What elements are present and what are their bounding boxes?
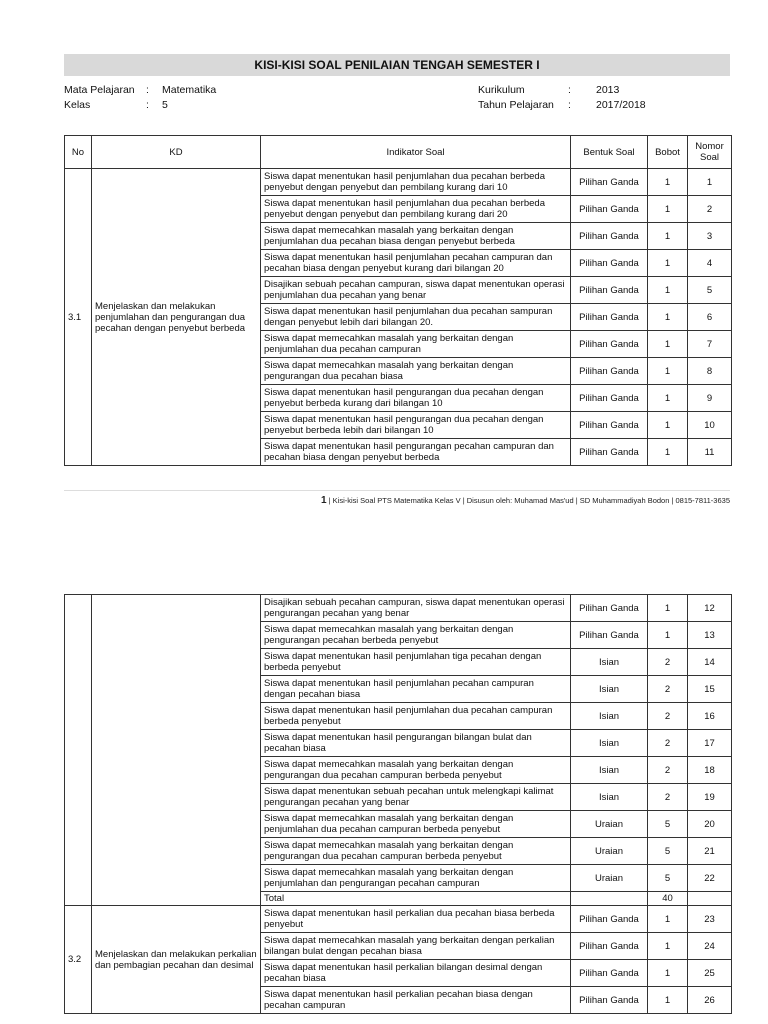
bentuk-cell: Pilihan Ganda [571,622,648,649]
kd-number-continued [65,595,92,906]
bobot-cell: 1 [648,906,688,933]
bobot-cell: 2 [648,676,688,703]
bobot-cell: 2 [648,784,688,811]
indikator-cell: Siswa dapat memecahkan masalah yang berkaitan dengan pengurangan pecahan berbeda penyebut [261,622,571,649]
bentuk-cell: Pilihan Ganda [571,331,648,358]
bentuk-cell: Pilihan Ganda [571,906,648,933]
bentuk-cell: Pilihan Ganda [571,250,648,277]
bobot-cell: 2 [648,757,688,784]
bobot-cell: 2 [648,703,688,730]
bentuk-cell: Pilihan Ganda [571,595,648,622]
bobot-cell: 1 [648,223,688,250]
bentuk-cell: Uraian [571,811,648,838]
indikator-cell: Siswa dapat memecahkan masalah yang berkaitan dengan pengurangan dua pecahan biasa [261,358,571,385]
bentuk-cell: Isian [571,784,648,811]
bobot-cell: 1 [648,331,688,358]
indikator-cell: Siswa dapat menentukan hasil penjumlahan pecahan campuran dengan pecahan biasa [261,676,571,703]
bentuk-cell: Isian [571,703,648,730]
colon: : [568,99,571,111]
grid-table-page-2 [64,594,732,1014]
bentuk-cell: Isian [571,730,648,757]
subject-info [64,83,216,113]
year-value: 2017/2018 [596,99,646,111]
bobot-cell: 1 [648,412,688,439]
indikator-cell: Siswa dapat menentukan hasil penjumlahan pecahan campuran dan pecahan biasa dengan penyebut kurang dari bilangan 20 [261,250,571,277]
indikator-cell: Disajikan sebuah pecahan campuran, siswa dapat menentukan operasi penjumlahan dua pecahan yang benar [261,277,571,304]
total-value: 40 [648,892,688,906]
nomor-cell: 22 [688,865,732,892]
col-bobot: Bobot [648,136,688,169]
nomor-cell: 23 [688,906,732,933]
bentuk-cell: Pilihan Ganda [571,304,648,331]
total-label: Total [261,892,571,906]
footer-text: | Kisi-kisi Soal PTS Matematika Kelas V | Disusun oleh: Muhamad Mas'ud | SD Muhammadiyah Bodon | 0815-7811-3635 [328,496,730,505]
nomor-cell: 24 [688,933,732,960]
kd-number: 3.1 [65,169,92,466]
indikator-cell: Siswa dapat memecahkan masalah yang berkaitan dengan penjumlahan dua pecahan biasa dengan penyebut berbeda [261,223,571,250]
indikator-cell: Siswa dapat menentukan hasil perkalian bilangan desimal dengan pecahan biasa [261,960,571,987]
class-label: Kelas [64,99,91,111]
bentuk-cell: Uraian [571,865,648,892]
bobot-cell: 1 [648,960,688,987]
indikator-cell: Siswa dapat menentukan hasil pengurangan pecahan campuran dan pecahan biasa dengan penyebut berbeda [261,439,571,466]
bobot-cell: 1 [648,358,688,385]
kd-description: Menjelaskan dan melakukan perkalian dan pembagian pecahan dan desimal [92,906,261,1014]
bentuk-cell: Pilihan Ganda [571,439,648,466]
bobot-cell: 2 [648,649,688,676]
bobot-cell: 5 [648,838,688,865]
subject-value: Matematika [162,84,217,96]
nomor-cell: 6 [688,304,732,331]
curriculum-value: 2013 [596,84,620,96]
nomor-cell: 14 [688,649,732,676]
class-value: 5 [162,99,168,111]
bentuk-cell: Isian [571,676,648,703]
indikator-cell: Siswa dapat menentukan hasil penjumlahan tiga pecahan dengan berbeda penyebut [261,649,571,676]
indikator-cell: Siswa dapat menentukan hasil pengurangan bilangan bulat dan pecahan biasa [261,730,571,757]
col-bentuk: Bentuk Soal [571,136,648,169]
bobot-cell: 5 [648,811,688,838]
bentuk-cell: Isian [571,649,648,676]
col-no: No [65,136,92,169]
bobot-cell: 1 [648,304,688,331]
colon: : [568,84,571,96]
nomor-cell: 2 [688,196,732,223]
bentuk-cell: Pilihan Ganda [571,987,648,1014]
nomor-cell: 7 [688,331,732,358]
page-number: 1 [320,495,327,506]
indikator-cell: Siswa dapat memecahkan masalah yang berkaitan dengan penjumlahan dua pecahan campuran [261,331,571,358]
nomor-cell: 20 [688,811,732,838]
bobot-cell: 1 [648,169,688,196]
bobot-cell: 2 [648,730,688,757]
bobot-cell: 1 [648,250,688,277]
curriculum-info [478,83,646,113]
nomor-cell: 18 [688,757,732,784]
indikator-cell: Siswa dapat menentukan hasil perkalian dua pecahan biasa berbeda penyebut [261,906,571,933]
bentuk-cell: Pilihan Ganda [571,933,648,960]
indikator-cell: Siswa dapat memecahkan masalah yang berkaitan dengan perkalian bilangan bulat dengan pecahan biasa [261,933,571,960]
nomor-cell: 13 [688,622,732,649]
nomor-cell: 21 [688,838,732,865]
document-title: KISI-KISI SOAL PENILAIAN TENGAH SEMESTER I [64,54,730,76]
bentuk-cell: Pilihan Ganda [571,223,648,250]
bentuk-cell: Uraian [571,838,648,865]
indikator-cell: Siswa dapat memecahkan masalah yang berkaitan dengan pengurangan dua pecahan campuran berbeda penyebut [261,838,571,865]
indikator-cell: Siswa dapat menentukan hasil penjumlahan dua pecahan berbeda penyebut dengan penyebut dan pembilang kurang dari 20 [261,196,571,223]
col-kd: KD [92,136,261,169]
kd-description-continued [92,595,261,906]
indikator-cell: Siswa dapat memecahkan masalah yang berkaitan dengan penjumlahan dan pengurangan pecahan campuran [261,865,571,892]
nomor-cell: 19 [688,784,732,811]
page-footer [321,495,730,506]
indikator-cell: Siswa dapat menentukan hasil penjumlahan dua pecahan berbeda penyebut dengan penyebut dan pembilang kurang dari 10 [261,169,571,196]
bobot-cell: 1 [648,385,688,412]
nomor-cell: 11 [688,439,732,466]
bentuk-cell: Pilihan Ganda [571,277,648,304]
bentuk-cell: Pilihan Ganda [571,196,648,223]
bobot-cell: 1 [648,987,688,1014]
indikator-cell: Siswa dapat menentukan hasil penjumlahan dua pecahan sampuran dengan penyebut lebih dari bilangan 20. [261,304,571,331]
bentuk-cell: Pilihan Ganda [571,412,648,439]
bentuk-cell: Pilihan Ganda [571,385,648,412]
total-empty [571,892,648,906]
indikator-cell: Siswa dapat memecahkan masalah yang berkaitan dengan penjumlahan dua pecahan campuran berbeda penyebut [261,811,571,838]
bentuk-cell: Pilihan Ganda [571,960,648,987]
nomor-cell: 9 [688,385,732,412]
grid-table-page-1 [64,135,732,466]
colon: : [146,84,149,96]
indikator-cell: Siswa dapat menentukan sebuah pecahan untuk melengkapi kalimat pengurangan pecahan yang benar [261,784,571,811]
bobot-cell: 1 [648,622,688,649]
bobot-cell: 1 [648,196,688,223]
kd-description: Menjelaskan dan melakukan penjumlahan dan pengurangan dua pecahan dengan penyebut berbeda [92,169,261,466]
indikator-cell: Siswa dapat menentukan hasil penjumlahan dua pecahan campuran berbeda penyebut [261,703,571,730]
colon: : [146,99,149,111]
nomor-cell: 16 [688,703,732,730]
nomor-cell: 4 [688,250,732,277]
indikator-cell: Siswa dapat menentukan hasil pengurangan dua pecahan dengan penyebut berbeda lebih dari bilangan 10 [261,412,571,439]
nomor-cell: 8 [688,358,732,385]
kd-number: 3.2 [65,906,92,1014]
bobot-cell: 1 [648,595,688,622]
bentuk-cell: Pilihan Ganda [571,358,648,385]
indikator-cell: Disajikan sebuah pecahan campuran, siswa dapat menentukan operasi pengurangan pecahan yang benar [261,595,571,622]
nomor-cell: 26 [688,987,732,1014]
bobot-cell: 1 [648,933,688,960]
bobot-cell: 5 [648,865,688,892]
nomor-cell: 17 [688,730,732,757]
col-indikator: Indikator Soal [261,136,571,169]
table-row [65,595,732,622]
indikator-cell: Siswa dapat menentukan hasil pengurangan dua pecahan dengan penyebut berbeda kurang dari bilangan 10 [261,385,571,412]
nomor-cell: 10 [688,412,732,439]
nomor-cell: 12 [688,595,732,622]
nomor-cell: 15 [688,676,732,703]
curriculum-label: Kurikulum [478,84,525,96]
table-header-row [65,136,732,169]
footer-divider [64,490,730,491]
total-empty [688,892,732,906]
indikator-cell: Siswa dapat memecahkan masalah yang berkaitan dengan pengurangan dua pecahan campuran berbeda penyebut [261,757,571,784]
nomor-cell: 5 [688,277,732,304]
bentuk-cell: Pilihan Ganda [571,169,648,196]
table-row [65,169,732,196]
nomor-cell: 25 [688,960,732,987]
nomor-cell: 1 [688,169,732,196]
indikator-cell: Siswa dapat menentukan hasil perkalian pecahan biasa dengan pecahan campuran [261,987,571,1014]
table-row [65,906,732,933]
bobot-cell: 1 [648,439,688,466]
bobot-cell: 1 [648,277,688,304]
nomor-cell: 3 [688,223,732,250]
bentuk-cell: Isian [571,757,648,784]
col-nomor: Nomor Soal [688,136,732,169]
year-label: Tahun Pelajaran [478,99,554,111]
subject-label: Mata Pelajaran [64,84,135,96]
